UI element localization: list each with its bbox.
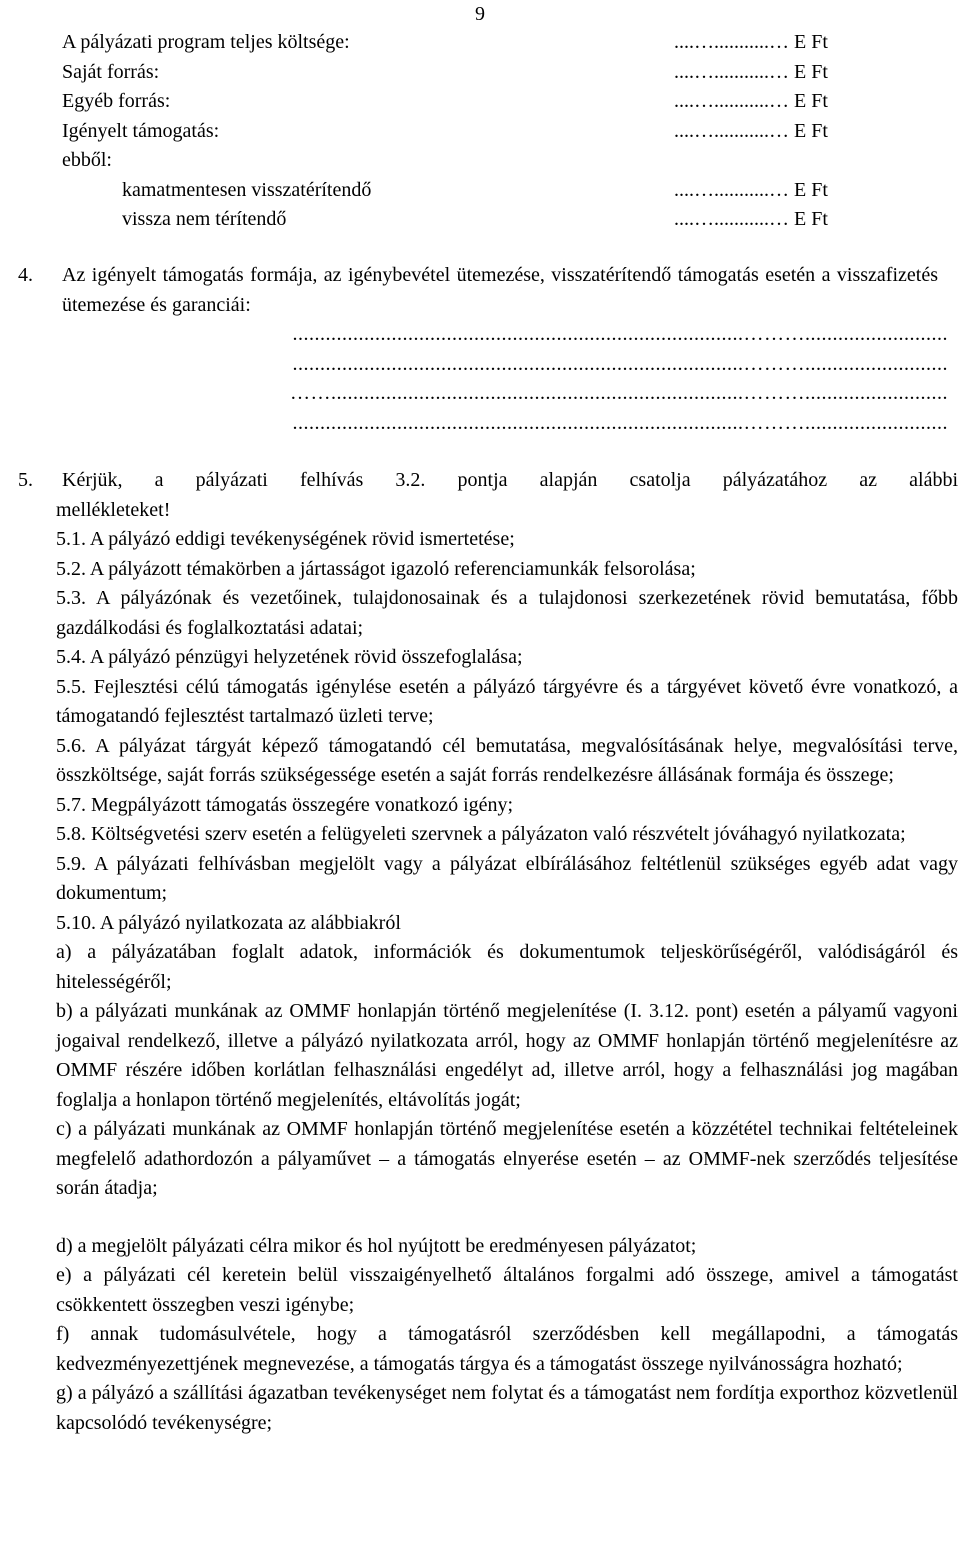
declaration-item: e) a pályázati cél keretein belül visszaigényelhető általános forgalmi adó összege, amivel a támogatást csökkentett összegben veszi igénybe; <box>56 1264 958 1316</box>
cost-label: vissza nem térítendő <box>122 208 287 230</box>
cost-value: ....…...........… E Ft <box>674 208 828 230</box>
cost-value: ....…...........… E Ft <box>674 90 828 112</box>
list-item: 5.5. Fejlesztési célú támogatás igénylése esetén a pályázó tárgyévre és a tárgyévet követő évre vonatkozó, a támogatandó fejlesztést tartalmazó üzleti terve; <box>56 675 958 727</box>
cost-label: Igényelt támogatás: <box>62 119 220 142</box>
cost-summary <box>62 28 938 235</box>
list-item: 5.4. A pályázó pénzügyi helyzetének rövid összefoglalása; <box>56 646 523 668</box>
section-5-body <box>56 496 958 1439</box>
cost-value: ....…...........… E Ft <box>674 119 828 142</box>
section-intro: Kérjük, a pályázati felhívás 3.2. pontja alapján csatolja pályázatához az alábbi <box>62 469 958 491</box>
cost-value: ....…...........… E Ft <box>674 31 828 53</box>
list-item: 5.9. A pályázati felhívásban megjelölt vagy a pályázat elbírálásához feltétlenül szükséges egyéb adat vagy dokumentum; <box>56 852 958 904</box>
cost-label: Saját forrás: <box>62 60 160 83</box>
cost-row-total <box>62 28 938 58</box>
fill-in-line: ……...........................................................................……….......................... <box>290 382 948 404</box>
list-item: 5.6. A pályázat tárgyát képező támogatandó cél bemutatása, megvalósításának helye, megvalósítási terve, összköltsége, saját forrás szükségessége esetén a saját forrás rendelkezésre állásának formája és összege; <box>56 734 958 786</box>
cost-row-own-source <box>62 58 938 88</box>
declaration-item: c) a pályázati munkának az OMMF honlapján történő megjelenítése esetén a közzététel technikai feltételeinek megfelelő adathordozón a pályaművet – a támogatás elnyerése esetén – az OMMF-nek szerződés teljesítése során átadja; <box>56 1118 958 1199</box>
section-5 <box>18 466 958 1438</box>
cost-label: ebből: <box>62 149 112 171</box>
fill-in-line: ..................................................................................……….......................... <box>292 323 948 345</box>
cost-row-repayable <box>62 176 938 206</box>
spacer <box>56 1204 958 1232</box>
page-number: 9 <box>475 3 485 25</box>
fill-in-line: ..................................................................................……….......................... <box>292 352 948 375</box>
declaration-item: a) a pályázatában foglalt adatok, információk és dokumentumok teljeskörűségéről, valódiságáról és hitelességéről; <box>56 941 958 993</box>
section-number: 5. <box>18 469 33 491</box>
list-item: 5.7. Megpályázott támogatás összegére vonatkozó igény; <box>56 793 514 816</box>
declaration-item: f) annak tudomásulvétele, hogy a támogatásról szerződésben kell megállapodni, a támogatás kedvezményezettjének megnevezése, a támogatás tárgya és a támogatást összege nyilvánosságra hozható; <box>56 1323 958 1375</box>
section-4 <box>18 261 948 438</box>
cost-value: ....…...........… E Ft <box>674 60 828 83</box>
cost-row-requested <box>62 117 938 147</box>
declaration-item: d) a megjelölt pályázati célra mikor és hol nyújtott be eredményesen pályázatot; <box>56 1234 697 1257</box>
section-intro-continued: mellékleteket! <box>56 498 171 521</box>
list-item: 5.3. A pályázónak és vezetőinek, tulajdonosainak és a tulajdonosi szerkezetének rövid bemutatása, főbb gazdálkodási és foglalkoztatási adatai; <box>56 587 958 639</box>
section-text: Az igényelt támogatás formája, az igénybevétel ütemezése, visszatérítendő támogatás esetén a visszafizetés ütemezése és garanciái: <box>62 264 938 316</box>
section-number: 4. <box>18 264 33 286</box>
section-4-heading <box>18 261 938 320</box>
list-item: 5.8. Költségvetési szerv esetén a felügyeleti szervnek a pályázaton való részvételt jóváhagyó nyilatkozata; <box>56 823 906 845</box>
fill-in-line: ..................................................................................……….......................... <box>292 411 948 434</box>
cost-row-non-repayable <box>62 205 938 235</box>
cost-row-of-which <box>62 146 938 176</box>
declaration-item: g) a pályázó a szállítási ágazatban tevékenységet nem folytat és a támogatást nem fordítja exporthoz közvetlenül kapcsolódó tevékenységre; <box>56 1382 958 1434</box>
cost-value: ....…...........… E Ft <box>674 178 828 201</box>
section-5-heading <box>18 466 958 496</box>
cost-label: kamatmentesen visszatérítendő <box>122 178 372 201</box>
list-item: 5.1. A pályázó eddigi tevékenységének rövid ismertetése; <box>56 528 515 550</box>
cost-label: Egyéb forrás: <box>62 90 171 112</box>
cost-row-other-source <box>62 87 938 117</box>
list-item: 5.10. A pályázó nyilatkozata az alábbiakról <box>56 911 401 934</box>
declaration-item: b) a pályázati munkának az OMMF honlapján történő megjelenítése (I. 3.12. pont) esetén a pályamű vagyoni jogaival rendelkező, illetve a pályázó nyilatkozata arról, hogy az OMMF honlapján történő megjelenítésre az OMMF részére időben korlátlan felhasználási engedélyt ad, illetve arról, hogy a felhasználási jog magában foglalja a honlapon történő megjelenítés, eltávolítás jogát; <box>56 1000 958 1111</box>
list-item: 5.2. A pályázott témakörben a jártasságot igazoló referenciamunkák felsorolása; <box>56 557 696 580</box>
cost-label: A pályázati program teljes költsége: <box>62 31 350 53</box>
